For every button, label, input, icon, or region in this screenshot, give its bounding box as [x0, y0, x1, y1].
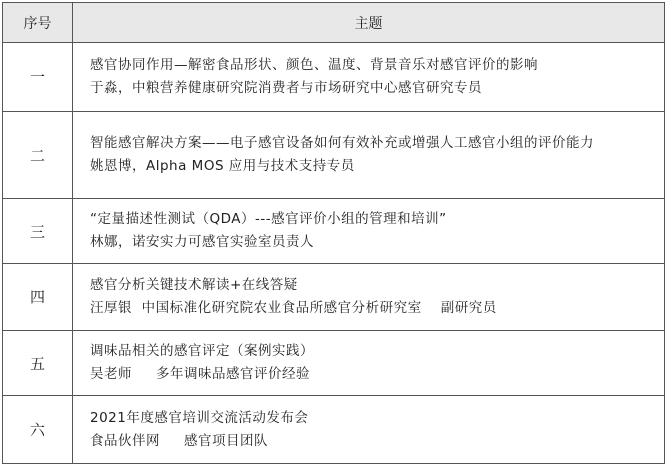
table-row — [3, 264, 665, 331]
table-row — [3, 396, 665, 464]
table-row — [3, 111, 665, 199]
row-number: 六 — [3, 396, 73, 464]
table-header-row — [3, 3, 665, 43]
row-topic — [73, 199, 665, 264]
table-row — [3, 330, 665, 396]
row-topic — [73, 111, 665, 199]
topic-title: “定量描述性测试（QDA）---感官评价小组的管理和培训” — [90, 211, 447, 228]
topic-speaker: 吴老师 多年调味品感官评价经验 — [90, 366, 310, 382]
row-number: 一 — [3, 43, 73, 112]
topic-speaker: 汪厚银 中国标准化研究院农业食品所感官分析研究室 副研究员 — [90, 299, 497, 316]
row-number: 五 — [3, 330, 73, 396]
row-number: 二 — [3, 111, 73, 199]
topic-title: 智能感官解决方案——电子感官设备如何有效补充或增强人工感官小组的评价能力 — [90, 135, 594, 152]
row-topic — [73, 396, 665, 464]
topic-speaker: 于淼，中粮营养健康研究院消费者与市场研究中心感官研究专员 — [90, 79, 482, 96]
row-number: 四 — [3, 264, 73, 331]
topic-title: 感官分析关键技术解读+在线答疑 — [90, 276, 298, 293]
topic-speaker: 姚恩博，Alpha MOS 应用与技术支持专员 — [90, 158, 355, 175]
row-number: 三 — [3, 199, 73, 264]
topic-title: 感官协同作用—解密食品形状、颜色、温度、背景音乐对感官评价的影响 — [90, 56, 538, 73]
topic-title: 调味品相关的感官评定（案例实践） — [90, 343, 314, 359]
table-row — [3, 199, 665, 264]
row-topic — [73, 264, 665, 331]
header-number: 序号 — [3, 3, 73, 43]
table-row — [3, 43, 665, 112]
header-topic: 主题 — [73, 3, 665, 43]
row-topic — [73, 43, 665, 112]
topic-title: 2021年度感官培训交流活动发布会 — [90, 409, 309, 426]
topic-speaker: 林娜，诺安实力可感官实验室员责人 — [90, 234, 314, 251]
row-topic — [73, 330, 665, 396]
topic-speaker: 食品伙伴网 感官项目团队 — [90, 432, 268, 449]
agenda-table — [2, 2, 665, 464]
